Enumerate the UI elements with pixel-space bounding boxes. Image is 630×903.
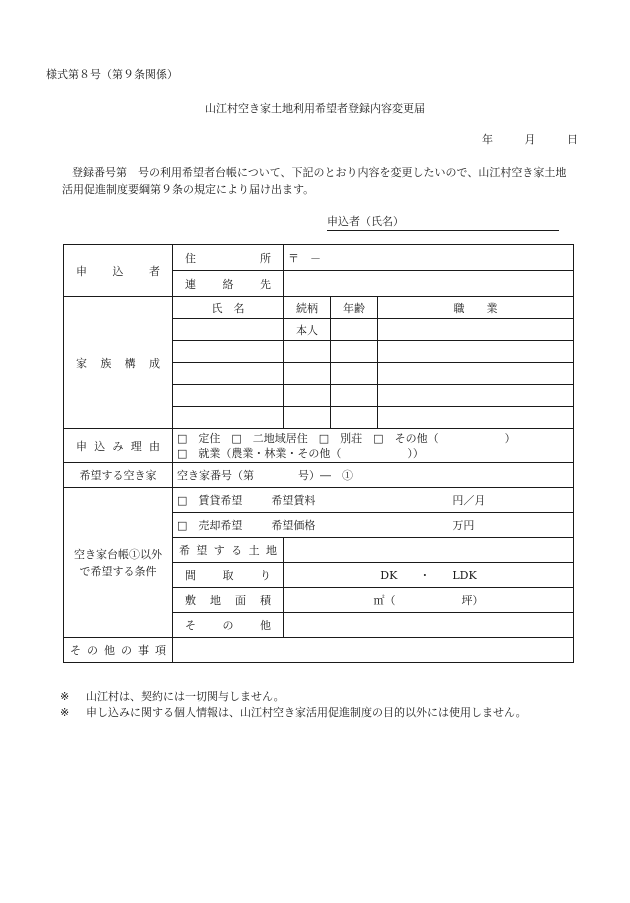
note-mark: ※: [60, 706, 70, 719]
family-age-field[interactable]: [331, 363, 378, 385]
family-label-cell: 家 族 構 成: [64, 297, 173, 429]
family-relation-field[interactable]: [284, 407, 331, 429]
date-day: 日: [567, 133, 578, 146]
form-number: 様式第８号（第９条関係）: [46, 68, 178, 81]
family-name-field[interactable]: [173, 385, 284, 407]
sale-label: 希望価格: [271, 519, 316, 532]
family-age-field[interactable]: [331, 385, 378, 407]
reason-line-1[interactable]: □ 定住 □ 二地域居住 □ 別荘 □ その他（ ）: [177, 431, 516, 445]
address-label-cell: 住 所: [173, 245, 284, 271]
family-relation-field[interactable]: [284, 363, 331, 385]
family-job-field[interactable]: [378, 341, 574, 363]
reason-label-cell: 申 込 み 理 由: [64, 429, 173, 463]
date-month: 月: [524, 133, 536, 146]
family-age-field[interactable]: [331, 319, 378, 341]
family-age-field[interactable]: [331, 341, 378, 363]
sale-unit: 万円: [452, 519, 475, 532]
family-job-field[interactable]: [378, 385, 574, 407]
rent-row[interactable]: [173, 488, 574, 513]
address-field[interactable]: [284, 245, 574, 271]
note-1: [60, 689, 527, 705]
intro-paragraph: 登録番号第 号の利用希望者台帳について、下記のとおり内容を変更したいので、山江村空き家土地活用促進制度要綱第９条の規定により届け出ます。: [62, 166, 567, 196]
family-name-field[interactable]: [173, 407, 284, 429]
date-year: 年: [482, 133, 493, 146]
area-label-cell: 敷 地 面 積: [173, 588, 284, 613]
contact-field[interactable]: [284, 271, 574, 297]
applicant-label-cell: 申 込 者: [64, 245, 173, 297]
family-header-relation: 続柄: [284, 297, 331, 319]
family-name-field[interactable]: [173, 341, 284, 363]
family-name-field[interactable]: [173, 319, 284, 341]
misc-label-cell: そ の 他 の 事 項: [64, 638, 173, 663]
family-header-name: 氏 名: [173, 297, 284, 319]
misc-field[interactable]: [173, 638, 574, 663]
note-mark: ※: [60, 690, 70, 703]
date-line: [482, 131, 578, 147]
family-header-job: 職 業: [378, 297, 574, 319]
notes: [60, 689, 527, 721]
family-relation-field[interactable]: [284, 341, 331, 363]
area-field[interactable]: ㎡（ 坪）: [284, 588, 574, 613]
land-label-cell: 希 望 す る 土 地: [173, 538, 284, 563]
family-job-field[interactable]: [378, 363, 574, 385]
form-table: [63, 244, 574, 663]
other-label-cell: そ の 他: [173, 613, 284, 638]
conditions-label-cell: [64, 488, 173, 638]
rent-unit: 円／月: [452, 494, 486, 507]
family-relation-self: 本人: [284, 319, 331, 341]
rent-option[interactable]: □ 賃貸希望: [177, 494, 243, 507]
applicant-name-field[interactable]: 申込者（氏名）: [327, 213, 559, 231]
family-age-field[interactable]: [331, 407, 378, 429]
layout-label-cell: 間 取 り: [173, 563, 284, 588]
desired-house-field[interactable]: 空き家番号（第 号）― ①: [173, 463, 574, 488]
desired-house-label: 希望する空き家: [64, 463, 173, 488]
sale-option[interactable]: □ 売却希望: [177, 519, 243, 532]
note-text: 申し込みに関する個人情報は、山江村空き家活用促進制度の目的以外には使用しません。: [86, 706, 527, 719]
family-header-age: 年齢: [331, 297, 378, 319]
document-title: 山江村空き家土地利用希望者登録内容変更届: [205, 102, 425, 115]
conditions-label-1: 空き家台帳①以外: [74, 547, 162, 561]
family-name-field[interactable]: [173, 363, 284, 385]
rent-label: 希望賃料: [271, 494, 316, 507]
reason-options[interactable]: [173, 429, 574, 463]
layout-field[interactable]: DK ・ LDK: [284, 563, 574, 588]
family-job-field[interactable]: [378, 407, 574, 429]
sale-row[interactable]: [173, 513, 574, 538]
family-relation-field[interactable]: [284, 385, 331, 407]
postal-mark: 〒 －: [288, 251, 321, 265]
contact-label-cell: 連 絡 先: [173, 271, 284, 297]
family-job-field[interactable]: [378, 319, 574, 341]
conditions-label-2: で希望する条件: [79, 564, 157, 578]
land-field[interactable]: [284, 538, 574, 563]
reason-line-2[interactable]: □ 就業（農業・林業・その他（ ））: [177, 446, 424, 460]
note-text: 山江村は、契約には一切関与しません。: [86, 690, 285, 703]
other-field[interactable]: [284, 613, 574, 638]
note-2: [60, 705, 527, 721]
